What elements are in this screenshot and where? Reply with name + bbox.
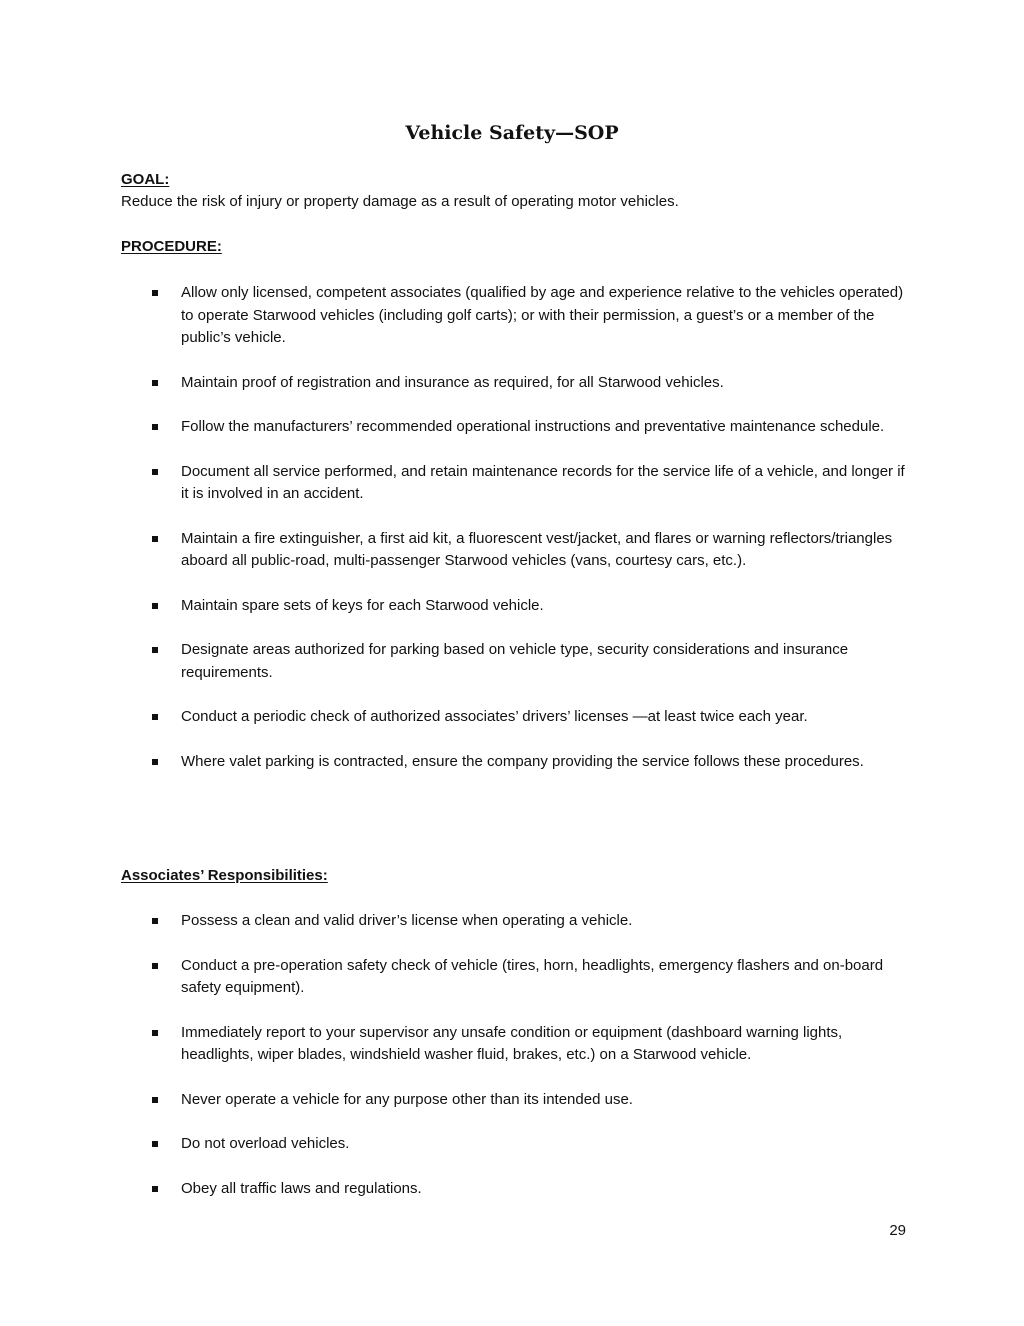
procedure-item-text: Follow the manufacturers’ recommended operational instructions and preventative maintenance schedule. (181, 418, 885, 435)
square-bullet-icon (152, 536, 158, 542)
square-bullet-icon (152, 963, 158, 969)
procedure-item (150, 595, 910, 618)
responsibility-item (150, 1089, 910, 1112)
responsibility-item-text: Conduct a pre-operation safety check of vehicle (tires, horn, headlights, emergency flashers and on-board safety equipment). (181, 956, 884, 996)
procedure-item (150, 416, 910, 439)
procedure-item-text: Maintain spare sets of keys for each Starwood vehicle. (181, 596, 544, 614)
responsibility-item (150, 910, 910, 933)
procedure-item-text: Where valet parking is contracted, ensure the company providing the service follows these procedures. (181, 752, 864, 770)
square-bullet-icon (152, 1186, 158, 1192)
square-bullet-icon (152, 380, 158, 386)
square-bullet-icon (152, 603, 158, 609)
procedure-item (150, 639, 910, 684)
procedure-item-text: Maintain proof of registration and insurance as required, for all Starwood vehicles. (181, 373, 724, 391)
square-bullet-icon (152, 1141, 158, 1147)
page-number: 29 (889, 1222, 906, 1239)
responsibility-item (150, 955, 910, 1000)
square-bullet-icon (152, 424, 158, 430)
responsibilities-list (150, 910, 910, 1222)
procedure-heading: PROCEDURE: (121, 238, 222, 255)
responsibility-item-text: Immediately report to your supervisor any unsafe condition or equipment (dashboard warning lights, headlights, wiper blades, windshield washer fluid, brakes, etc.) on a Starwood vehicle. (181, 1023, 843, 1063)
procedure-item-text: Designate areas authorized for parking based on vehicle type, security considerations and insurance requirements. (181, 641, 849, 681)
square-bullet-icon (152, 714, 158, 720)
procedure-item (150, 282, 910, 350)
procedure-item (150, 528, 910, 573)
responsibility-item-text: Do not overload vehicles. (181, 1135, 350, 1152)
procedure-item-text: Allow only licensed, competent associates (qualified by age and experience relative to the vehicles operated) to operate Starwood vehicles (including golf carts); or with their permission, a guest’s or a member of the public’s vehicle. (181, 284, 904, 346)
procedure-item-text: Maintain a fire extinguisher, a first aid kit, a fluorescent vest/jacket, and flares or warning reflectors/triangles aboard all public-road, multi-passenger Starwood vehicles (vans, courtesy cars, etc.). (181, 529, 893, 569)
document-title: Vehicle Safety—SOP (405, 122, 619, 144)
procedure-item (150, 461, 910, 506)
square-bullet-icon (152, 290, 158, 296)
procedure-item (150, 372, 910, 395)
procedure-item (150, 751, 910, 774)
responsibility-item (150, 1133, 910, 1156)
square-bullet-icon (152, 759, 158, 765)
square-bullet-icon (152, 1030, 158, 1036)
procedure-item (150, 706, 910, 729)
procedure-item-text: Conduct a periodic check of authorized associates’ drivers’ licenses —at least twice each year. (181, 708, 808, 725)
square-bullet-icon (152, 469, 158, 475)
responsibility-item-text: Possess a clean and valid driver’s license when operating a vehicle. (181, 912, 633, 929)
square-bullet-icon (152, 647, 158, 653)
goal-text: Reduce the risk of injury or property damage as a result of operating motor vehicles. (121, 193, 679, 210)
responsibility-item-text: Obey all traffic laws and regulations. (181, 1179, 422, 1197)
responsibility-item (150, 1022, 910, 1067)
procedure-list (150, 282, 910, 795)
square-bullet-icon (152, 1097, 158, 1103)
responsibility-item (150, 1178, 910, 1201)
procedure-item-text: Document all service performed, and retain maintenance records for the service life of a vehicle, and longer if it is involved in an accident. (181, 462, 905, 502)
square-bullet-icon (152, 918, 158, 924)
goal-heading: GOAL: (121, 171, 170, 188)
responsibility-item-text: Never operate a vehicle for any purpose other than its intended use. (181, 1090, 633, 1108)
responsibilities-heading: Associates’ Responsibilities: (121, 867, 328, 884)
